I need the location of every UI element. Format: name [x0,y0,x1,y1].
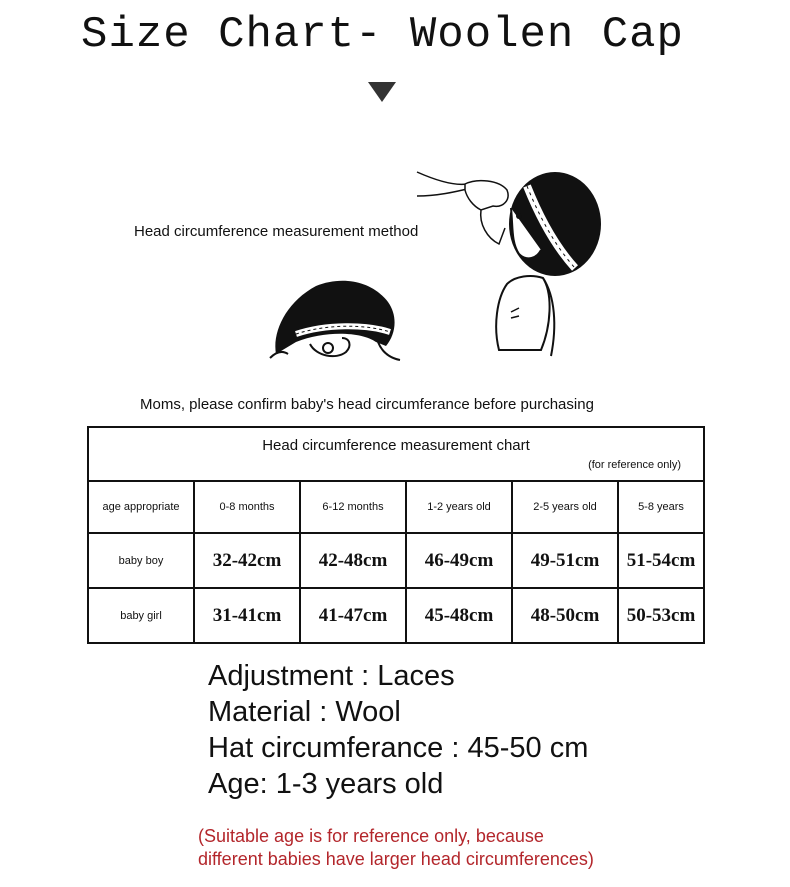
spec-adjustment: Adjustment : Laces [208,660,455,692]
table-cell: 31-41cm [194,588,300,643]
product-specs [208,658,588,802]
header-cell: 2-5 years old [512,481,618,533]
table-cell: 50-53cm [618,588,704,643]
table-cell: 32-42cm [194,533,300,588]
table-title-row [88,427,704,481]
table-cell: 49-51cm [512,533,618,588]
header-cell: age appropriate [88,481,194,533]
disclaimer-line: different babies have larger head circumferences) [198,849,594,869]
notice-text: Moms, please confirm baby's head circumferance before purchasing [140,396,594,413]
size-chart-table [87,426,705,644]
header-cell: 5-8 years [618,481,704,533]
table-header-row [88,481,704,533]
table-note: (for reference only) [588,459,681,471]
spec-material: Material : Wool [208,696,401,728]
page-title: Size Chart- Woolen Cap [81,10,684,60]
baby-lying-illustration [266,272,406,364]
header-cell: 6-12 months [300,481,406,533]
disclaimer-line: (Suitable age is for reference only, because [198,826,544,846]
row-label: baby girl [88,588,194,643]
method-label: Head circumference measurement method [134,223,419,240]
table-row [88,588,704,643]
table-cell: 41-47cm [300,588,406,643]
disclaimer [198,825,594,871]
table-cell: 51-54cm [618,533,704,588]
header-cell: 1-2 years old [406,481,512,533]
spec-hat-circumference: Hat circumferance : 45-50 cm [208,732,589,764]
row-label: baby boy [88,533,194,588]
table-row [88,533,704,588]
table-title: Head circumference measurement chart [262,437,530,454]
table-cell: 46-49cm [406,533,512,588]
child-measurement-illustration [415,166,605,358]
table-cell: 45-48cm [406,588,512,643]
table-cell: 42-48cm [300,533,406,588]
spec-age: Age: 1-3 years old [208,768,444,800]
down-arrow-icon [368,82,396,102]
header-cell: 0-8 months [194,481,300,533]
table-cell: 48-50cm [512,588,618,643]
table-title-cell [88,427,704,481]
